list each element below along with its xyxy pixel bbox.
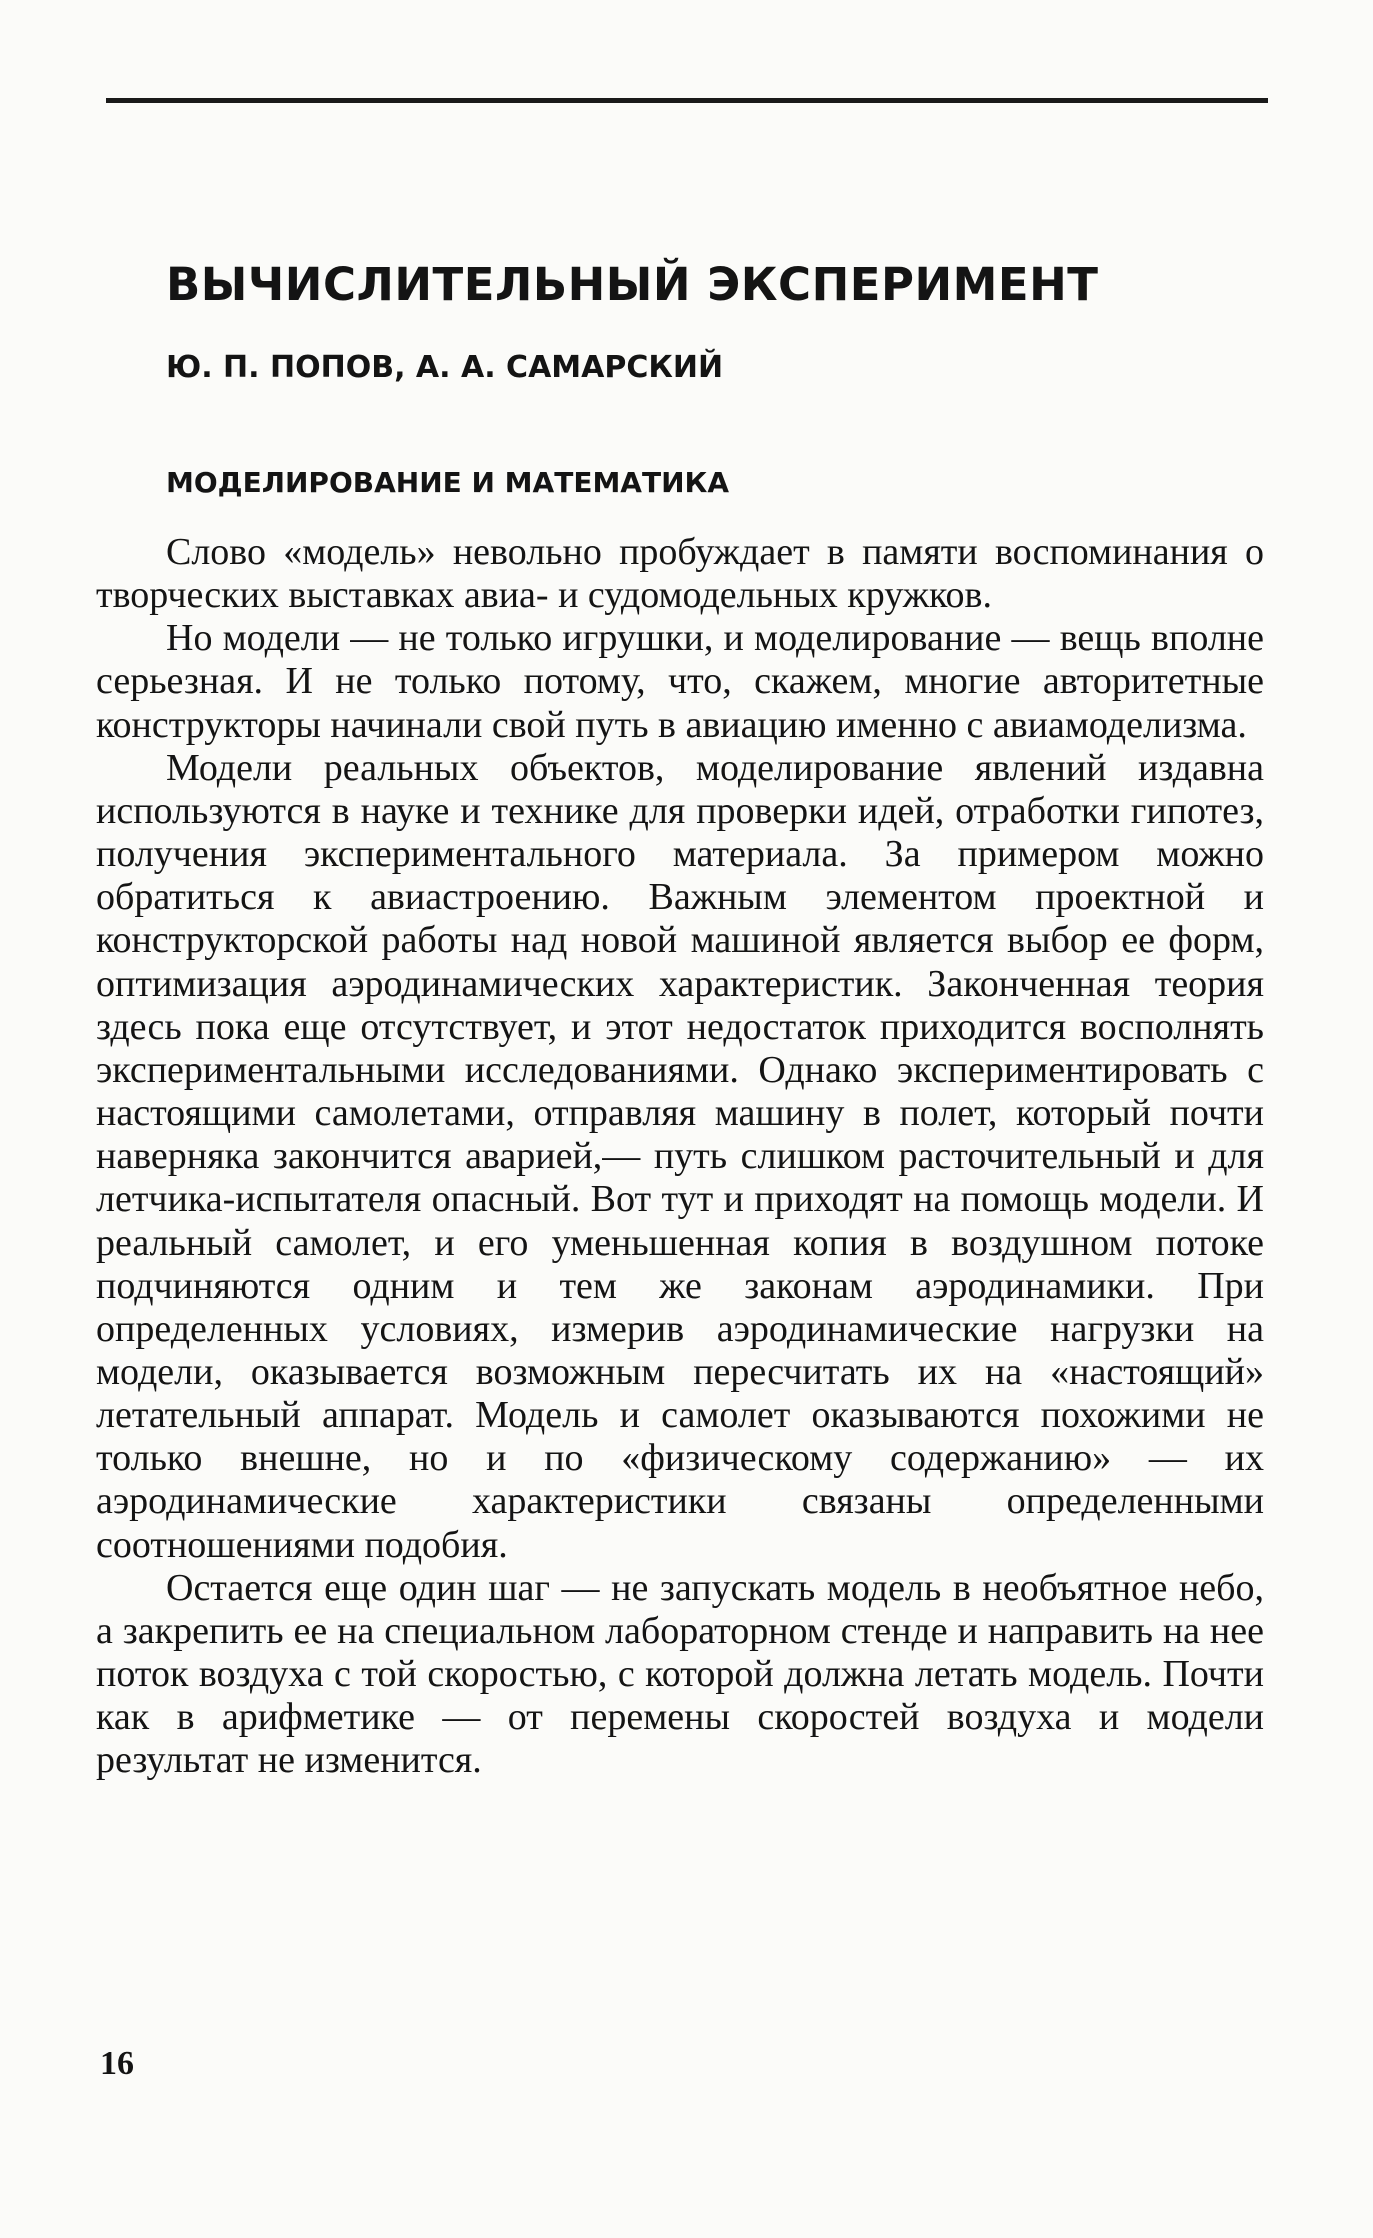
article-authors: Ю. П. ПОПОВ, А. А. САМАРСКИЙ: [166, 350, 724, 385]
top-rule: [106, 98, 1268, 103]
paragraph-1: Слово «модель» невольно пробуждает в памяти воспоминания о творческих выставках авиа- и судомодельных кружков.: [96, 531, 1264, 617]
paragraph-3: Модели реальных объектов, моделирование явлений издавна используются в науке и технике для проверки идей, отработки гипотез, получения экспериментального материала. За примером можно обратиться к авиастроению. Важным элементом проектной и конструкторской работы над новой машиной является выбор ее форм, оптимизация аэродинамических характеристик. Законченная теория здесь пока еще отсутствует, и этот недостаток приходится восполнять экспериментальными исследованиями. Однако экспериментировать с настоящими самолетами, отправляя машину в полет, который почти наверняка закончится аварией,— путь слишком расточительный и для летчика-испытателя опасный. Вот тут и приходят на помощь модели. И реальный самолет, и его уменьшенная копия в воздушном потоке подчиняются одним и тем же законам аэродинамики. При определенных условиях, измерив аэродинамические нагрузки на модели, оказывается возможным пересчитать их на «настоящий» летательный аппарат. Модель и самолет оказываются похожими не только внешне, но и по «физическому содержанию» — их аэродинамические характеристики связаны определенными соотношениями подобия.: [96, 746, 1264, 1566]
article-body: [96, 531, 1264, 1783]
page-number: 16: [100, 2045, 134, 2082]
article-title: ВЫЧИСЛИТЕЛЬНЫЙ ЭКСПЕРИМЕНТ: [166, 258, 1099, 311]
paragraph-4: Остается еще один шаг — не запускать модель в необъятное небо, а закрепить ее на специальном лабораторном стенде и направить на нее поток воздуха с той скоростью, с которой должна летать модель. Почти как в арифметике — от перемены скоростей воздуха и модели результат не изменится.: [96, 1566, 1264, 1782]
section-heading: МОДЕЛИРОВАНИЕ И МАТЕМАТИКА: [166, 466, 730, 499]
paragraph-2: Но модели — не только игрушки, и моделирование — вещь вполне серьезная. И не только потому, что, скажем, многие авторитетные конструкторы начинали свой путь в авиацию именно с авиамоделизма.: [96, 617, 1264, 746]
